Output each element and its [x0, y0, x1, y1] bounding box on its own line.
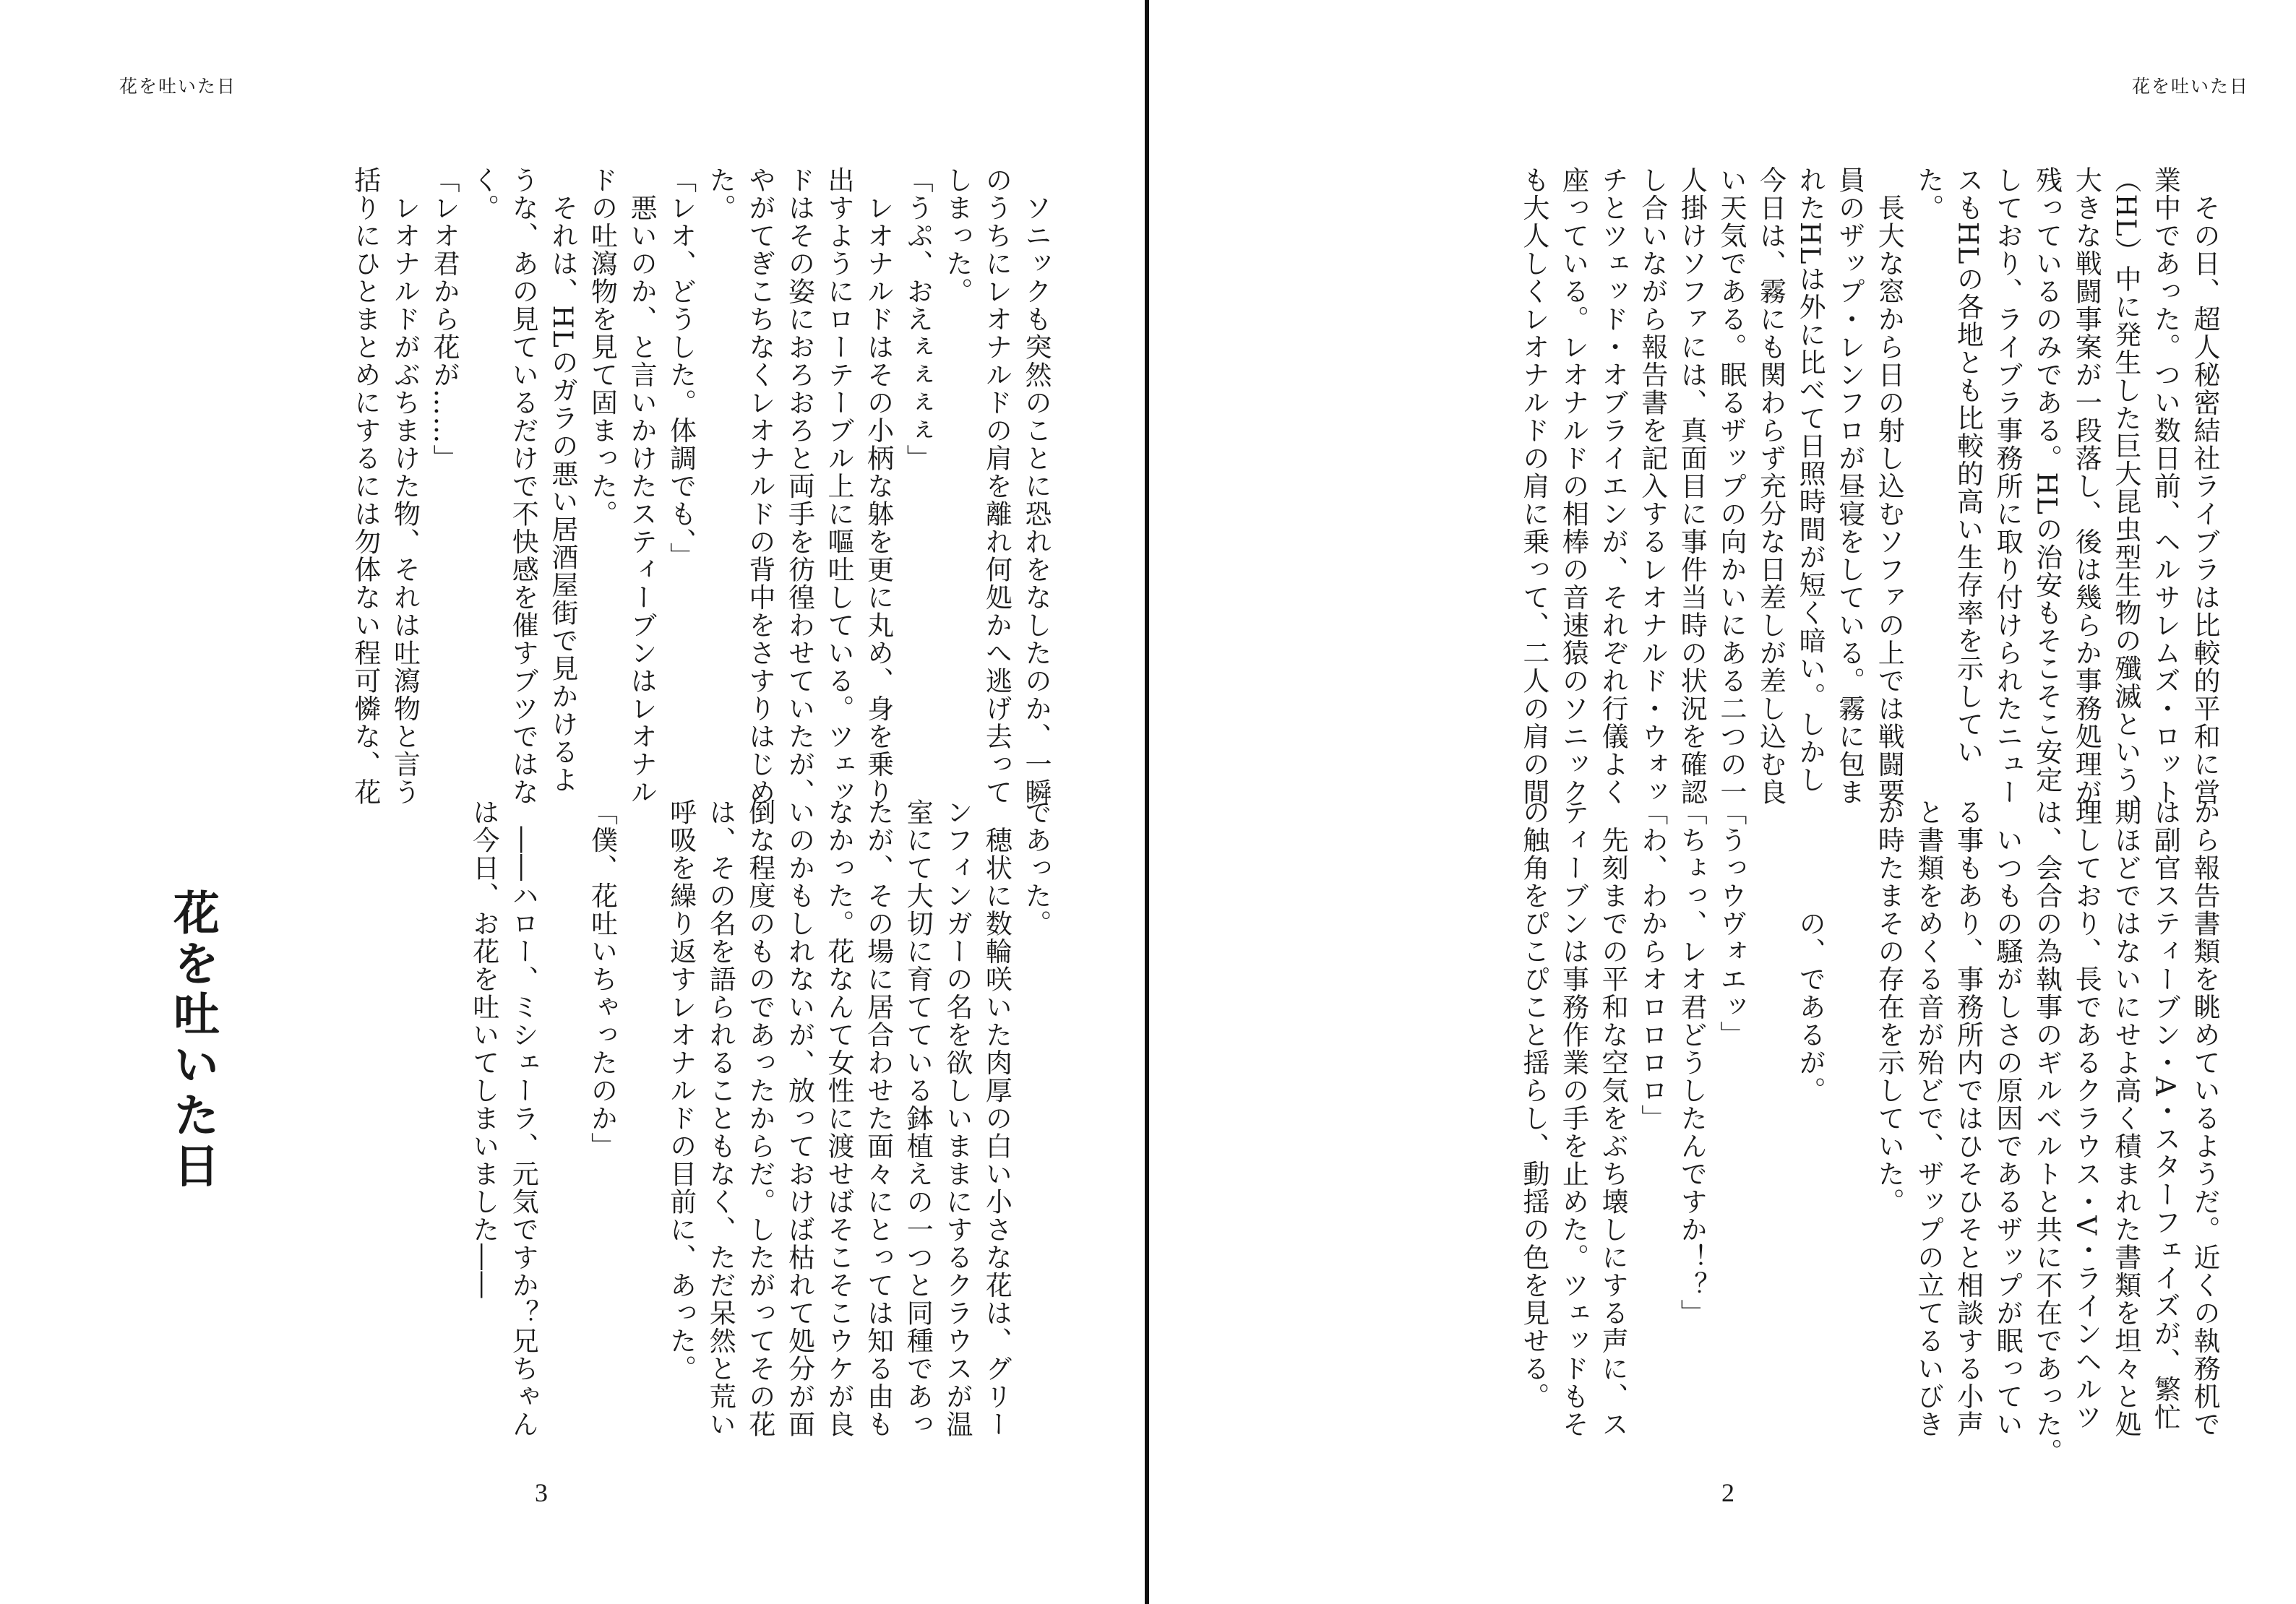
text-line: 「わ、わからオロロロロ」 [1636, 798, 1668, 1132]
text-line: スもHLの各地とも比較的高い生存率を示してい [1952, 166, 1984, 766]
text-line: は、その名を語られることもなく、ただ呆然と荒い [705, 798, 736, 1439]
right-page [1158, 0, 2296, 1604]
text-line: は、会合の為執事のギルベルトと共に不在であった。 [2031, 798, 2063, 1466]
text-line: ――ハロー、ミシェーラ、元気ですか？兄ちゃん [507, 798, 539, 1439]
text-line: であった。 [1020, 798, 1052, 938]
text-line: 「僕、花吐いちゃったのか」 [586, 798, 618, 1160]
text-line: れたHLは外に比べて日照時間が短く暗い。しかし [1794, 166, 1826, 794]
text-line: いのかもしれないが、放っておけば枯れて処分が面 [783, 798, 815, 1439]
text-line: （HL）中に発生した巨大昆虫型生物の殲滅という、 [2110, 166, 2141, 822]
text-line: レオナルドはその小柄な躰を更に丸め、身を乗り [862, 166, 894, 806]
text-line: なかった。花なんて女性に渡せばそこそこウケが良 [823, 798, 855, 1439]
text-line: ンフィンガーの名を欲しいままにするクラウスが温 [941, 798, 973, 1439]
text-line: 員のザップ・レンフロが昼寝をしている。霧に包ま [1833, 166, 1865, 806]
text-line: ドはその姿におろおろと両手を彷徨わせていたが、 [783, 166, 815, 806]
text-line: 「うっウヴォエッ」 [1715, 798, 1747, 1049]
text-line: それは、HLのガラの悪い居酒屋街で見かけるよ [546, 166, 578, 794]
text-line [1750, 798, 1790, 1449]
text-line: 穂状に数輪咲いた肉厚の白い小さな花は、グリー [981, 798, 1012, 1439]
text-line: し合いながら報告書を記入するレオナルド・ウォッ [1636, 166, 1668, 806]
text-line: 「レオ君から花が……」 [429, 166, 460, 473]
text-line: 長大な窓から日の射し込むソファの上では戦闘要 [1873, 166, 1905, 806]
text-line [1829, 798, 1869, 1449]
text-line: が時たまその存在を示していた。 [1873, 798, 1905, 1216]
text-line: しまった。 [941, 166, 973, 306]
chapter-title: 花を吐いた日 [165, 889, 219, 1192]
right-upper-text [1513, 166, 2224, 822]
text-line: 「うぷ、おえぇぇぇぇ」 [902, 166, 934, 473]
text-line: る事もあり、事務所内ではひそひそと相談する小声 [1952, 798, 1984, 1439]
text-line: 括りにひとまとめにするには勿体ない程可憐な、花 [349, 166, 381, 806]
text-line: から報告書類を眺めているようだ。近くの執務机で [2189, 798, 2220, 1439]
text-line: の、であるが。 [1794, 798, 1826, 1105]
text-line: も大人しくレオナルドの肩に乗って、二人の肩の間 [1518, 166, 1549, 806]
text-line: と書類をめくる音が殆どで、ザップの立てるいびき [1912, 798, 1944, 1439]
text-line: チとツェッド・オブライエンが、それぞれ行儀よく [1597, 166, 1629, 806]
text-line: 人掛けソファには、真面目に事件当時の状況を確認 [1676, 166, 1708, 806]
text-line: 「ちょっ、レオ君どうしたんですか！？」 [1676, 798, 1708, 1327]
left-page [0, 0, 1135, 1604]
running-head-right: 花を吐いた日 [2131, 76, 2249, 97]
text-line: 座っている。レオナルドの相棒の音速猿のソニック [1557, 166, 1589, 806]
text-line: やがてぎこちなくレオナルドの背中をさすりはじめ [744, 166, 775, 806]
text-line: たが、その場に居合わせた面々にとっては知る由も [862, 798, 894, 1439]
text-line: は副官スティーブン・A・スターフェイズが、繁忙 [2149, 798, 2181, 1431]
left-upper-text [345, 166, 1055, 806]
text-line: た。 [705, 166, 736, 222]
text-line: ドの吐瀉物を見て固まった。 [586, 166, 618, 528]
text-line: 出すようにローテーブル上に嘔吐している。ツェッ [823, 166, 855, 806]
text-line: い天気である。眠るザップの向かいにある二つの一 [1715, 166, 1747, 806]
left-lower-text [463, 798, 1055, 1449]
text-line: 大きな戦闘事案が一段落し、後は幾らか事務処理が [2071, 166, 2102, 806]
text-line: 期ほどではないにせよ高く積まれた書類を坦々と処 [2110, 798, 2141, 1439]
text-line: ソニックも突然のことに恐れをなしたのか、一瞬 [1020, 166, 1052, 806]
text-line: 室にて大切に育てている鉢植えの一つと同種であっ [902, 798, 934, 1439]
text-line: 先刻までの平和な空気をぶち壊しにする声に、ス [1597, 798, 1629, 1439]
text-line: く。 [468, 166, 499, 222]
right-lower-text [1513, 798, 2224, 1466]
text-line: いつもの騒がしさの原因であるザップが眠ってい [1992, 798, 2024, 1439]
text-line: た。 [1912, 166, 1944, 222]
text-line: 今日は、霧にも関わらず充分な日差しが差し込む良 [1755, 166, 1787, 806]
text-line: 悪いのか、と言いかけたスティーブンはレオナル [626, 166, 658, 806]
text-line: その日、超人秘密結社ライブラは比較的平和に営 [2189, 166, 2220, 806]
text-line: しており、ライブラ事務所に取り付けられたニュー [1992, 166, 2024, 806]
text-line: 「レオ、どうした。体調でも、」 [665, 166, 697, 570]
spine-divider [1137, 0, 1157, 1604]
text-line: ティーブンは事務作業の手を止めた。ツェッドもそ [1557, 798, 1589, 1439]
text-line: レオナルドがぶちまけた物、それは吐瀉物と言う [389, 166, 421, 806]
running-head-left: 花を吐いた日 [119, 76, 237, 97]
text-line [542, 798, 582, 1449]
text-line: うな、あの見ているだけで不快感を催すブツではな [507, 166, 539, 806]
page-number-left: 3 [535, 1478, 548, 1507]
text-line: は今日、お花を吐いてしまいました―― [468, 798, 499, 1299]
page-number-right: 2 [1721, 1478, 1734, 1507]
text-line: 理しており、長であるクラウス・V・ラインヘルツ [2071, 798, 2102, 1431]
text-line: のうちにレオナルドの肩を離れ何処かへ逃げ去って [981, 166, 1012, 806]
text-line [621, 798, 661, 1449]
text-line: 呼吸を繰り返すレオナルドの目前に、あった。 [665, 798, 697, 1383]
text-line: 倒な程度のものであったからだ。したがってその花 [744, 798, 775, 1439]
text-line: の触角をぴこぴこと揺らし、動揺の色を見せる。 [1518, 798, 1549, 1410]
text-line: 残っているのみである。HLの治安もそこそこ安定 [2031, 166, 2063, 794]
text-line: 業中であった。つい数日前、ヘルサレムズ・ロット [2149, 166, 2181, 806]
